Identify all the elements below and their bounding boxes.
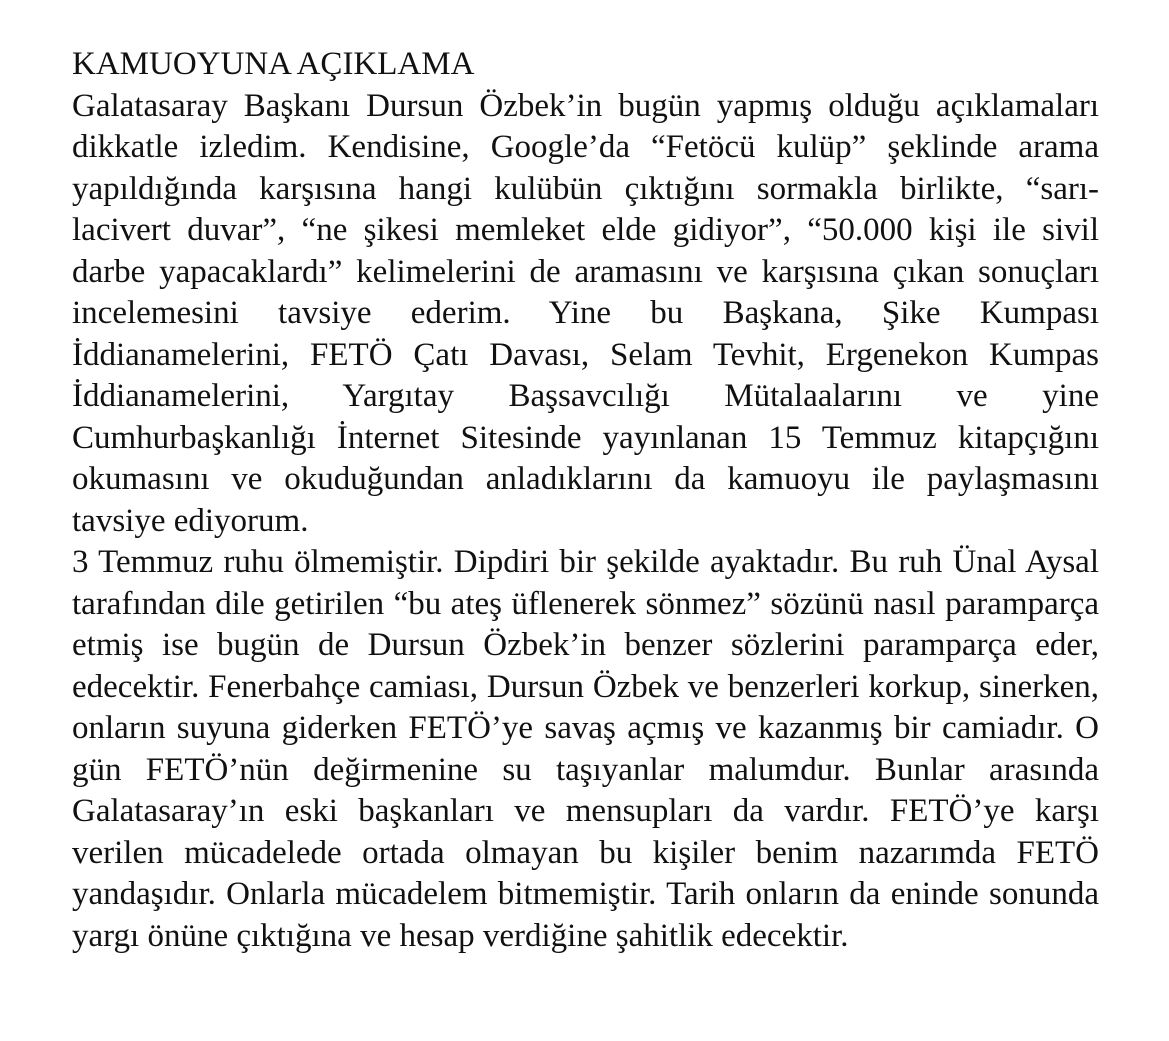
document-title: KAMUOYUNA AÇIKLAMA [72, 46, 475, 82]
paragraph-1: Galatasaray Başkanı Dursun Özbek’in bugün yapmış olduğu açıklamaları dikkatle izledim. Kendisine, Google’da “Fetöcü kulüp” şeklinde arama yapıldığında karşısına hangi kulübün çıktığını sormakla birlikte, “sarı-lacivert duvar”, “ne şikesi memleket elde gidiyor”, “50.000 kişi ile sivil darbe yapacaklardı” kelimelerini de aramasını ve karşısına çıkan sonuçları incelemesini tavsiye ederim. Yine bu Başkana, Şike Kumpası İddianamelerini, FETÖ Çatı Davası, Selam Tevhit, Ergenekon Kumpas İddianamelerini, Yargıtay Başsavcılığı Mütalaalarını ve yine Cumhurbaşkanlığı İnternet Sitesinde yayınlanan 15 Temmuz kitapçığını okumasını ve okuduğundan anladıklarını da kamuoyu ile paylaşmasını tavsiye ediyorum. [72, 87, 1099, 539]
statement-document [72, 44, 1099, 957]
paragraph-2: 3 Temmuz ruhu ölmemiştir. Dipdiri bir şekilde ayaktadır. Bu ruh Ünal Aysal tarafından dile getirilen “bu ateş üflenerek sönmez” sözünü nasıl paramparça etmiş ise bugün de Dursun Özbek’in benzer sözlerini paramparça eder, edecektir. Fenerbahçe camiası, Dursun Özbek ve benzerleri korkup, sinerken, onların suyuna giderken FETÖ’ye savaş açmış ve kazanmış bir camiadır. O gün FETÖ’nün değirmenine su taşıyanlar malumdur. Bunlar arasında Galatasaray’ın eski başkanları ve mensupları da vardır. FETÖ’ye karşı verilen mücadelede ortada olmayan bu kişiler benim nazarımda FETÖ yandaşıdır. Onlarla mücadelem bitmemiştir. Tarih onların da eninde sonunda yargı önüne çıktığına ve hesap verdiğine şahitlik edecektir. [72, 544, 1099, 954]
